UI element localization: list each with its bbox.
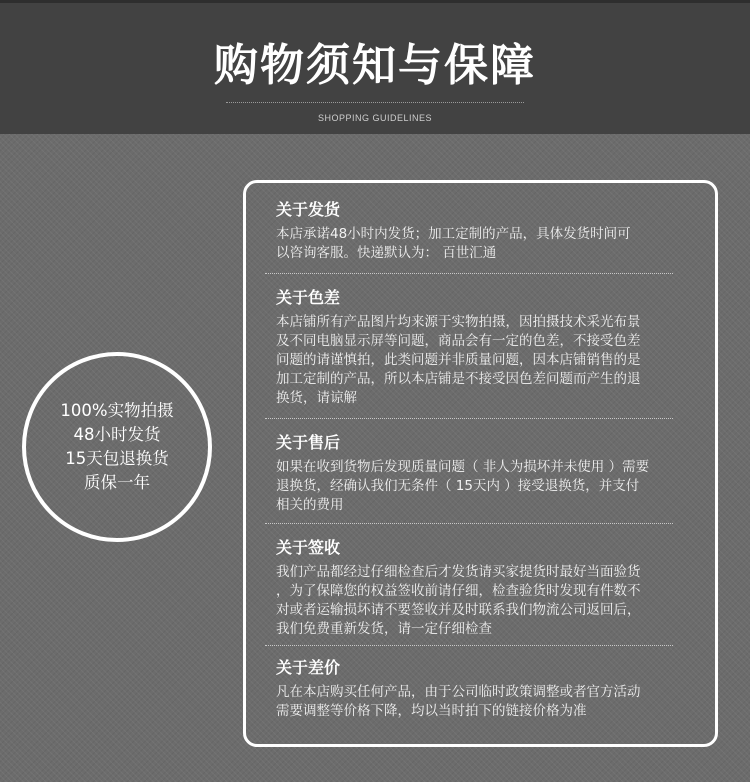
section-title: 关于差价 (276, 658, 341, 677)
section-title: 关于签收 (276, 538, 341, 557)
page-header (0, 0, 750, 134)
guarantee-line: 48小时发货 (73, 425, 161, 444)
section-divider (265, 645, 673, 646)
section-divider (265, 418, 673, 419)
section-body: 本店铺所有产品图片均来源于实物拍摄，因拍摄技术采光布景 及不同电脑显示屏等问题，商品会有一定的色差，不接受色差 问题的请谨慎拍，此类问题并非质量问题，因本店铺销售的是 加工定制的产品，所以本店铺是不接受因色差问题而产生的退 换货，请谅解 (276, 314, 641, 406)
section-divider (265, 523, 673, 524)
section-title: 关于发货 (276, 200, 341, 219)
section-shipping (276, 199, 706, 263)
section-after-sales (276, 432, 706, 515)
page-title: 购物须知与保障 (214, 40, 536, 91)
section-body: 本店承诺48小时内发货；加工定制的产品，具体发货时间可 以咨询客服。快递默认为： 百世汇通 (276, 226, 631, 261)
guarantee-line: 15天包退换货 (65, 449, 169, 468)
guarantee-badge (22, 352, 212, 542)
section-title: 关于色差 (276, 288, 341, 307)
section-body: 凡在本店购买任何产品，由于公司临时政策调整或者官方活动 需要调整等价格下降，均以当时拍下的链接价格为准 (276, 684, 641, 719)
title-divider (226, 102, 524, 103)
section-price-difference (276, 657, 706, 721)
section-body: 如果在收到货物后发现质量问题（ 非人为损坏并未使用 ）需要 退换货，经确认我们无条件（ 15天内 ）接受退换货，并支付 相关的费用 (276, 459, 650, 513)
page-subtitle: SHOPPING GUIDELINES (317, 113, 433, 123)
section-receipt (276, 537, 706, 639)
guarantee-line: 质保一年 (84, 473, 150, 492)
section-body: 我们产品都经过仔细检查后才发货请买家提货时最好当面验货 ，为了保障您的权益签收前请仔细，检查验货时发现有件数不 对或者运输损坏请不要签收并及时联系我们物流公司返回后， 我们免费重新发货，请一定仔细检查 (276, 564, 641, 637)
section-title: 关于售后 (276, 433, 341, 452)
section-divider (265, 273, 673, 274)
section-color-difference (276, 287, 706, 408)
guarantee-line: 100%实物拍摄 (60, 401, 174, 420)
